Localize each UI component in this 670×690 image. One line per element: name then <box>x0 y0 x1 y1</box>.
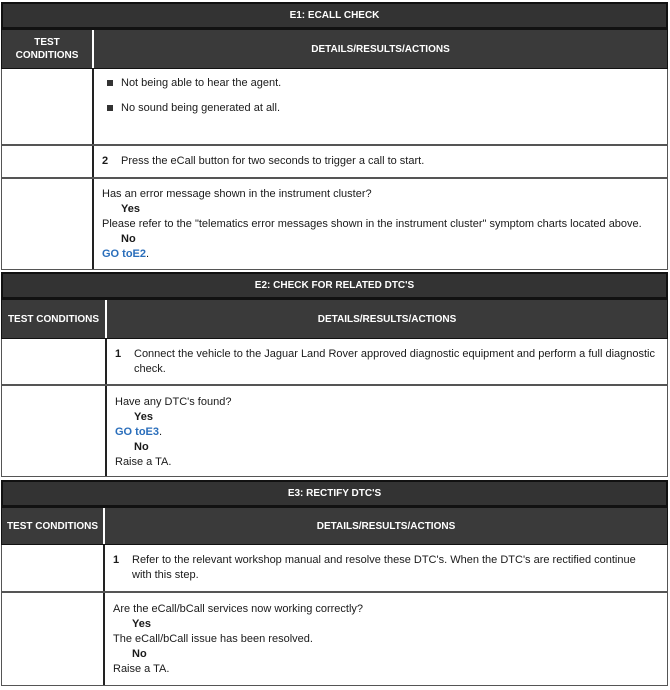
header-test-conditions: TEST CONDITIONS <box>7 313 100 325</box>
table-row <box>1 592 668 686</box>
table-header <box>1 299 668 339</box>
step-text: 1 Refer to the relevant workshop manual and resolve these DTC's. When the DTC's are rectified continue with this step. <box>113 554 636 581</box>
table-row: Has an error message shown in the instrument cluster? Yes Please refer to the "telematics error messages shown in the instrument cluster" symptom charts located above. No GO toE2. <box>1 178 668 270</box>
header-test-conditions: TEST CONDITIONS <box>6 520 99 532</box>
section-title: E1: ECALL CHECK <box>1 2 668 29</box>
table-row: Have any DTC's found? Yes GO toE3. No Raise a TA. <box>1 385 668 477</box>
header-test-conditions: TEST CONDITIONS <box>15 37 79 61</box>
section-e3 <box>1 480 668 687</box>
step-number: 2 <box>102 155 109 167</box>
table-row <box>1 69 668 145</box>
yes-label: Yes <box>132 618 151 630</box>
question-text: Are the eCall/bCall services now working correctly? <box>113 603 364 615</box>
section-title: E2: CHECK FOR RELATED DTC'S <box>1 272 668 299</box>
bullet-icon <box>107 105 113 111</box>
section-title: E3: RECTIFY DTC'S <box>1 480 668 507</box>
header-details: DETAILS/RESULTS/ACTIONS <box>92 30 667 68</box>
section-e1 <box>1 2 668 270</box>
no-result: Raise a TA. <box>115 456 172 468</box>
yes-result: The eCall/bCall issue has been resolved. <box>113 633 313 645</box>
no-label: No <box>121 233 136 245</box>
table-header <box>1 29 668 69</box>
question-text: Has an error message shown in the instrument cluster? <box>102 188 372 200</box>
step-number: 1 <box>113 554 120 566</box>
list-item: Not being able to hear the agent. <box>121 77 282 89</box>
goto-e2-link[interactable]: GO toE2 <box>102 248 147 260</box>
table-row <box>1 339 668 385</box>
table-row <box>1 545 668 592</box>
no-result: Raise a TA. <box>113 663 170 675</box>
yes-label: Yes <box>134 411 153 423</box>
goto-e3-link[interactable]: GO toE3 <box>115 426 160 438</box>
table-row <box>1 145 668 178</box>
header-details: DETAILS/RESULTS/ACTIONS <box>105 300 667 338</box>
question-text: Have any DTC's found? <box>115 396 232 408</box>
header-details: DETAILS/RESULTS/ACTIONS <box>103 508 667 544</box>
step-text: 2 Press the eCall button for two seconds to trigger a call to start. <box>102 155 425 167</box>
section-e2 <box>1 272 668 478</box>
step-number: 1 <box>115 348 122 360</box>
bullet-icon <box>107 80 113 86</box>
yes-result: Please refer to the "telematics error messages shown in the instrument cluster" symptom charts located above. <box>102 218 642 230</box>
step-text: 1 Connect the vehicle to the Jaguar Land Rover approved diagnostic equipment and perform a full diagnostic check. <box>115 348 655 375</box>
no-label: No <box>132 648 147 660</box>
no-label: No <box>134 441 149 453</box>
list-item: No sound being generated at all. <box>121 102 281 114</box>
yes-label: Yes <box>121 203 140 215</box>
table-header <box>1 507 668 545</box>
